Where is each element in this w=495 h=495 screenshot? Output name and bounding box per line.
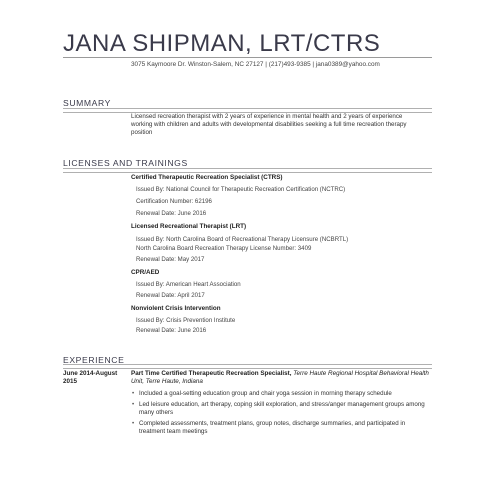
header-divider (63, 57, 432, 58)
license-detail: Renewal Date: May 2017 (136, 256, 205, 263)
license-detail: Certification Number: 62196 (136, 198, 212, 205)
license-detail: Renewal Date: April 2017 (136, 292, 205, 299)
license-detail: Issued By: Crisis Prevention Institute (136, 317, 236, 324)
list-item: • Led leisure education, art therapy, coping skill exploration, and stress/anger management groups among many others (131, 401, 431, 417)
experience-divider (63, 364, 432, 369)
license-detail: Renewal Date: June 2016 (136, 327, 207, 334)
candidate-name: JANA SHIPMAN, LRT/CTRS (63, 30, 381, 57)
licenses-heading: LICENSES AND TRAININGS (63, 158, 188, 168)
license-detail: Issued By: American Heart Association (136, 281, 241, 288)
license-detail: Issued By: North Carolina Board of Recreational Therapy Licensure (NCBRTL) (136, 236, 349, 243)
license-detail: Issued By: National Council for Therapeutic Recreation Certification (NCTRC) (136, 186, 346, 193)
list-item: • Completed assessments, treatment plans, group notes, discharge summaries, and participated in treatment team meetings (131, 420, 431, 436)
license-title: CPR/AED (131, 269, 160, 276)
contact-info: 3075 Kaymoore Dr. Winston-Salem, NC 27127 | (217)493-9385 | jana0389@yahoo.com (131, 61, 380, 68)
license-title: Nonviolent Crisis Intervention (131, 305, 221, 312)
job-organization: Terre Haute Regional Hospital Behavioral Health Unit, Terre Haute, Indiana (131, 370, 429, 385)
license-detail: Renewal Date: June 2016 (136, 210, 207, 217)
job-responsibilities (131, 390, 431, 439)
list-item: • Included a goal-setting education group and chair yoga session in morning therapy schedule (131, 390, 431, 398)
summary-heading: SUMMARY (63, 98, 111, 108)
job-header (131, 370, 431, 386)
job-title: Part Time Certified Therapeutic Recreation Specialist, (131, 370, 292, 377)
job-date: June 2014-August 2015 (63, 370, 118, 385)
summary-text: Licensed recreation therapist with 2 years of experience in mental health and 2 years of experience working with children and adults with developmental disabilities seeking a full time recreation therapy position (131, 113, 407, 137)
licenses-divider (63, 168, 432, 173)
license-title: Licensed Recreational Therapist (LRT) (131, 223, 247, 230)
license-title: Certified Therapeutic Recreation Specialist (CTRS) (131, 174, 283, 181)
license-detail: North Carolina Board Recreation Therapy License Number: 3409 (136, 245, 312, 252)
experience-heading: EXPERIENCE (63, 355, 125, 365)
